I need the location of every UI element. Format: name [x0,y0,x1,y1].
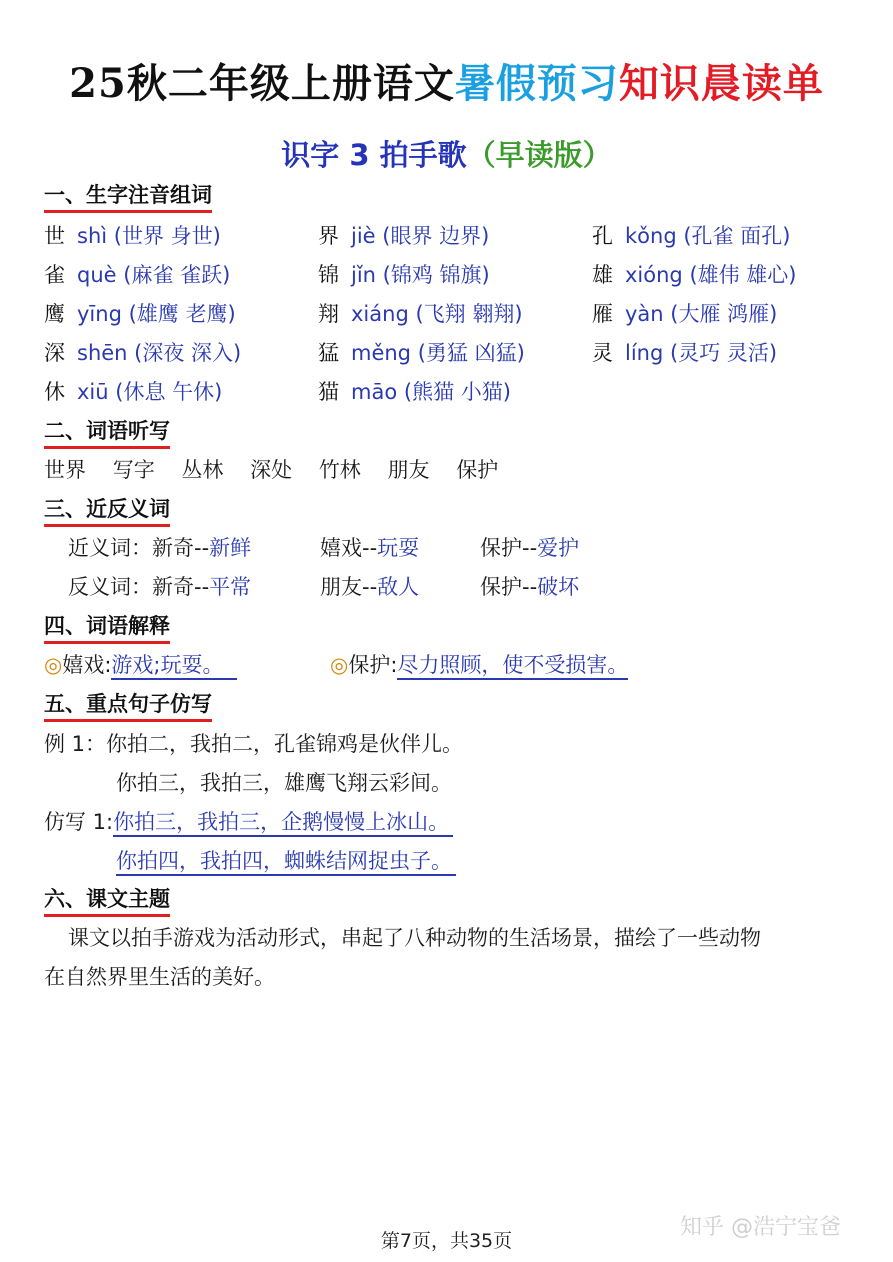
synonyms-row [480,534,579,562]
char: 鹰 [44,302,65,326]
words: (孔雀 面孔) [683,224,791,248]
pinyin: què [77,263,117,287]
pinyin: māo [351,380,398,404]
char: 深 [44,341,65,365]
definition-meaning: 尽力照顾，使不受损害。 [397,653,628,680]
pinyin: xióng [625,263,683,287]
char-item [44,339,241,367]
circle-bullet-icon: ◎ [44,653,63,677]
pinyin: yàn [625,302,664,326]
lesson-version: （早读版） [466,138,612,172]
imitate-label: 仿写 1: [44,810,114,834]
example-label: 例 1： [44,732,107,756]
title-part-1: 25秋二年级上册语文 [69,60,455,107]
separator: -- [362,575,378,599]
antonyms-row [320,573,419,601]
antonyms-row [68,573,251,601]
words: (熊猫 小猫) [403,380,511,404]
char-item [318,378,511,406]
section-heading-1: 一、生字注音组词 [44,182,212,213]
imitate-text: 你拍四，我拍四，蜘蛛结网捉虫子。 [116,849,456,876]
title-part-2: 暑假预习 [454,60,619,107]
words: (世界 身世) [113,224,221,248]
pinyin: xiū [77,380,109,404]
char: 世 [44,224,65,248]
char-item [318,300,523,328]
char: 雁 [592,302,613,326]
char-item [318,339,525,367]
pinyin: kǒng [625,224,677,248]
example-text: 你拍二，我拍二，孔雀锦鸡是伙伴儿。 [106,732,464,756]
words: (雄伟 雄心) [689,263,797,287]
circle-bullet-icon: ◎ [330,653,349,677]
words: (休息 午休) [115,380,223,404]
imitate-text: 你拍三，我拍三，企鹅慢慢上冰山。 [113,810,453,837]
antonym-word: 新奇 [152,575,194,599]
pinyin: shì [77,224,108,248]
section-heading-3: 三、近反义词 [44,496,170,527]
antonym-answer: 平常 [209,575,252,599]
char-item [592,261,797,289]
theme-line-1: 课文以拍手游戏为活动形式，串起了八种动物的生活场景，描绘了一些动物 [68,926,761,950]
char-item [592,300,777,328]
words: (眼界 边界) [382,224,490,248]
lesson-name: 识字 3 拍手歌 [281,138,467,172]
theme-line-2: 在自然界里生活的美好。 [44,965,275,989]
char-item [44,300,236,328]
antonym-label: 反义词： [68,575,152,599]
words: (大雁 鸿雁) [670,302,778,326]
page-number: 第7页，共35页 [380,1230,513,1252]
separator: -- [362,536,378,560]
pinyin: líng [625,341,664,365]
synonym-word: 新奇 [152,536,194,560]
synonyms-row [68,534,251,562]
antonym-answer: 敌人 [377,575,420,599]
dictation-word: 世界 [44,458,86,482]
synonym-word: 嬉戏 [320,536,362,560]
words: (深夜 深入) [134,341,242,365]
char: 翔 [318,302,339,326]
char: 孔 [592,224,613,248]
section-heading-5: 五、重点句子仿写 [44,691,212,722]
char: 休 [44,380,65,404]
separator: -- [522,536,538,560]
synonyms-row [320,534,419,562]
example-line-1 [44,730,463,758]
separator: -- [194,536,210,560]
dictation-word: 朋友 [387,458,430,482]
pinyin: jiè [351,224,376,248]
definition-term: 嬉戏: [62,653,112,677]
separator: -- [194,575,210,599]
dictation-words [44,456,498,484]
dictation-word: 丛林 [181,458,224,482]
separator: -- [522,575,538,599]
words: (麻雀 雀跃) [123,263,231,287]
section-heading-2: 二、词语听写 [44,418,170,449]
example-line-2: 你拍三，我拍三，雄鹰飞翔云彩间。 [116,771,452,795]
antonyms-row [480,573,579,601]
char-item [44,222,221,250]
imitate-line-1 [44,808,453,836]
char: 雀 [44,263,65,287]
synonym-word: 保护 [480,536,522,560]
section-heading-4: 四、词语解释 [44,613,170,644]
definition-meaning: 游戏;玩耍。 [111,653,237,680]
section-heading-6: 六、课文主题 [44,886,170,917]
char-item [44,261,230,289]
char: 界 [318,224,339,248]
char: 猫 [318,380,339,404]
char-item [318,222,489,250]
synonym-label: 近义词： [68,536,152,560]
antonym-answer: 破坏 [537,575,580,599]
words: (灵巧 灵活) [670,341,778,365]
char-item [318,261,490,289]
definition-term: 保护: [348,653,398,677]
synonym-answer: 玩耍 [377,536,420,560]
char: 灵 [592,341,613,365]
synonym-answer: 爱护 [537,536,580,560]
antonym-word: 朋友 [320,575,362,599]
page-title [0,52,893,109]
char: 雄 [592,263,613,287]
words: (锦鸡 锦旗) [382,263,490,287]
imitate-line-2 [116,847,456,875]
pinyin: xiáng [351,302,409,326]
words: (勇猛 凶猛) [417,341,525,365]
antonym-word: 保护 [480,575,522,599]
char-item [592,222,790,250]
lesson-title [0,133,893,174]
definition-item [330,651,628,679]
dictation-word: 写字 [112,458,155,482]
dictation-word: 保护 [456,458,499,482]
pinyin: yīng [77,302,122,326]
pinyin: shēn [77,341,128,365]
char: 锦 [318,263,339,287]
char: 猛 [318,341,339,365]
char-item [44,378,222,406]
title-part-3: 知识晨读单 [618,60,824,107]
pinyin: měng [351,341,412,365]
synonym-answer: 新鲜 [209,536,252,560]
char-item [592,339,777,367]
dictation-word: 竹林 [318,458,361,482]
watermark: 知乎 @浩宁宝爸 [680,1215,841,1240]
dictation-word: 深处 [250,458,293,482]
words: (飞翔 翱翔) [415,302,523,326]
definition-item [44,651,237,679]
pinyin: jǐn [351,263,376,287]
words: (雄鹰 老鹰) [128,302,236,326]
